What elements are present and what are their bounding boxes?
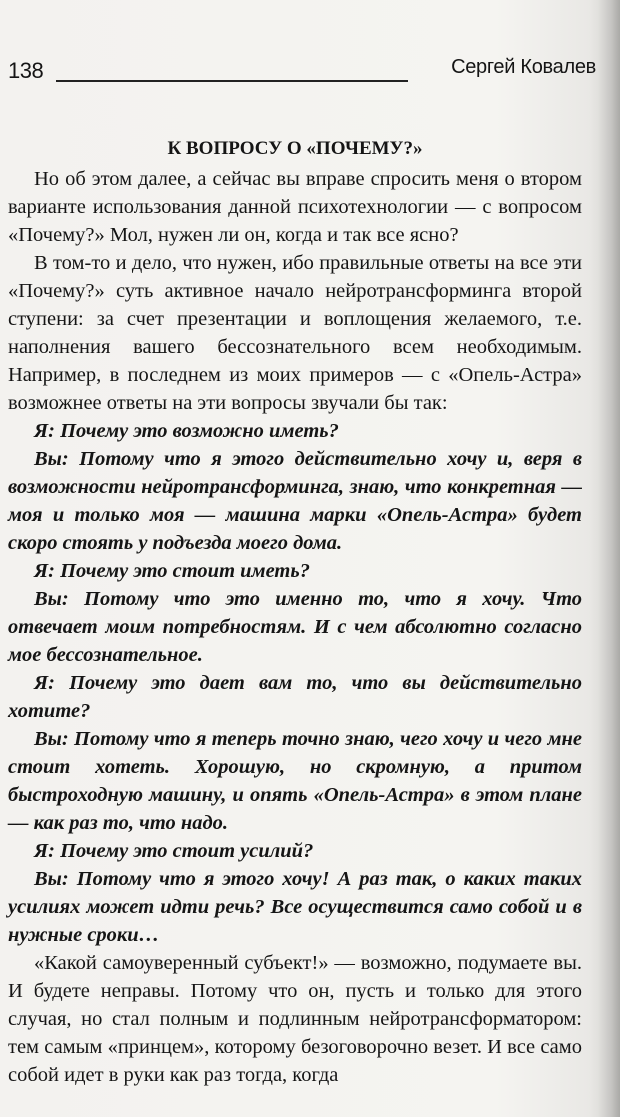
dialogue-answer: Вы: Потому что я теперь точно знаю, чего хочу и чего мне стоит хотеть. Хорошую, но скромную, а притом быстроходную машину, и опять «Опель-Астра» в этом плане — как раз то, что надо. [8,728,582,834]
dialogue-question: Я: Почему это дает вам то, что вы действительно хотите? [8,672,582,722]
dialogue-question: Я: Почему это стоит усилий? [34,840,314,862]
dialogue-answer: Вы: Потому что я этого хочу! А раз так, о каких таких усилиях может идти речь? Все осуществится само собой и в нужные сроки… [8,868,582,946]
paragraph: Но об этом далее, а сейчас вы вправе спросить меня о втором варианте использования данной психотехнологии — с вопросом «Почему?» Мол, нужен ли он, когда и так все ясно? [8,168,582,246]
header-rule [56,80,408,82]
dialogue-question: Я: Почему это возможно иметь? [34,420,339,442]
dialogue-answer: Вы: Потому что я этого действительно хочу и, веря в возможности нейротрансформинга, знаю, что конкретная — моя и только моя — машина марки «Опель-Астра» будет скоро стоять у подъезда моего дома. [8,448,582,554]
paragraph: В том-то и дело, что нужен, ибо правильные ответы на все эти «Почему?» суть активное начало нейротрансформинга второй ступени: за счет презентации и воплощения желаемого, т.е. наполнения вашего бессознательного всем необходимым. Например, в последнем из моих примеров — с «Опель-Астра» возможнее ответы на эти вопросы звучали бы так: [8,252,582,414]
page-number: 138 [8,58,44,83]
page-edge-shadow [598,0,620,1117]
running-head-author: Сергей Ковалев [451,56,596,78]
dialogue-question: Я: Почему это стоит иметь? [34,560,310,582]
paragraph: «Какой самоуверенный субъект!» — возможно, подумаете вы. И будете неправы. Потому что он, пусть и только для этого случая, но стал полным и подлинным нейротрансформатором: тем самым «принцем», которому безоговорочно везет. И все само собой идет в руки как раз тогда, когда [8,952,582,1086]
section-heading: К ВОПРОСУ О «ПОЧЕМУ?» [167,138,423,159]
dialogue-answer: Вы: Потому что это именно то, что я хочу. Что отвечает моим потребностям. И с чем абсолютно согласно мое бессознательное. [8,588,582,666]
page-header [8,52,596,86]
page-body [8,133,582,1089]
